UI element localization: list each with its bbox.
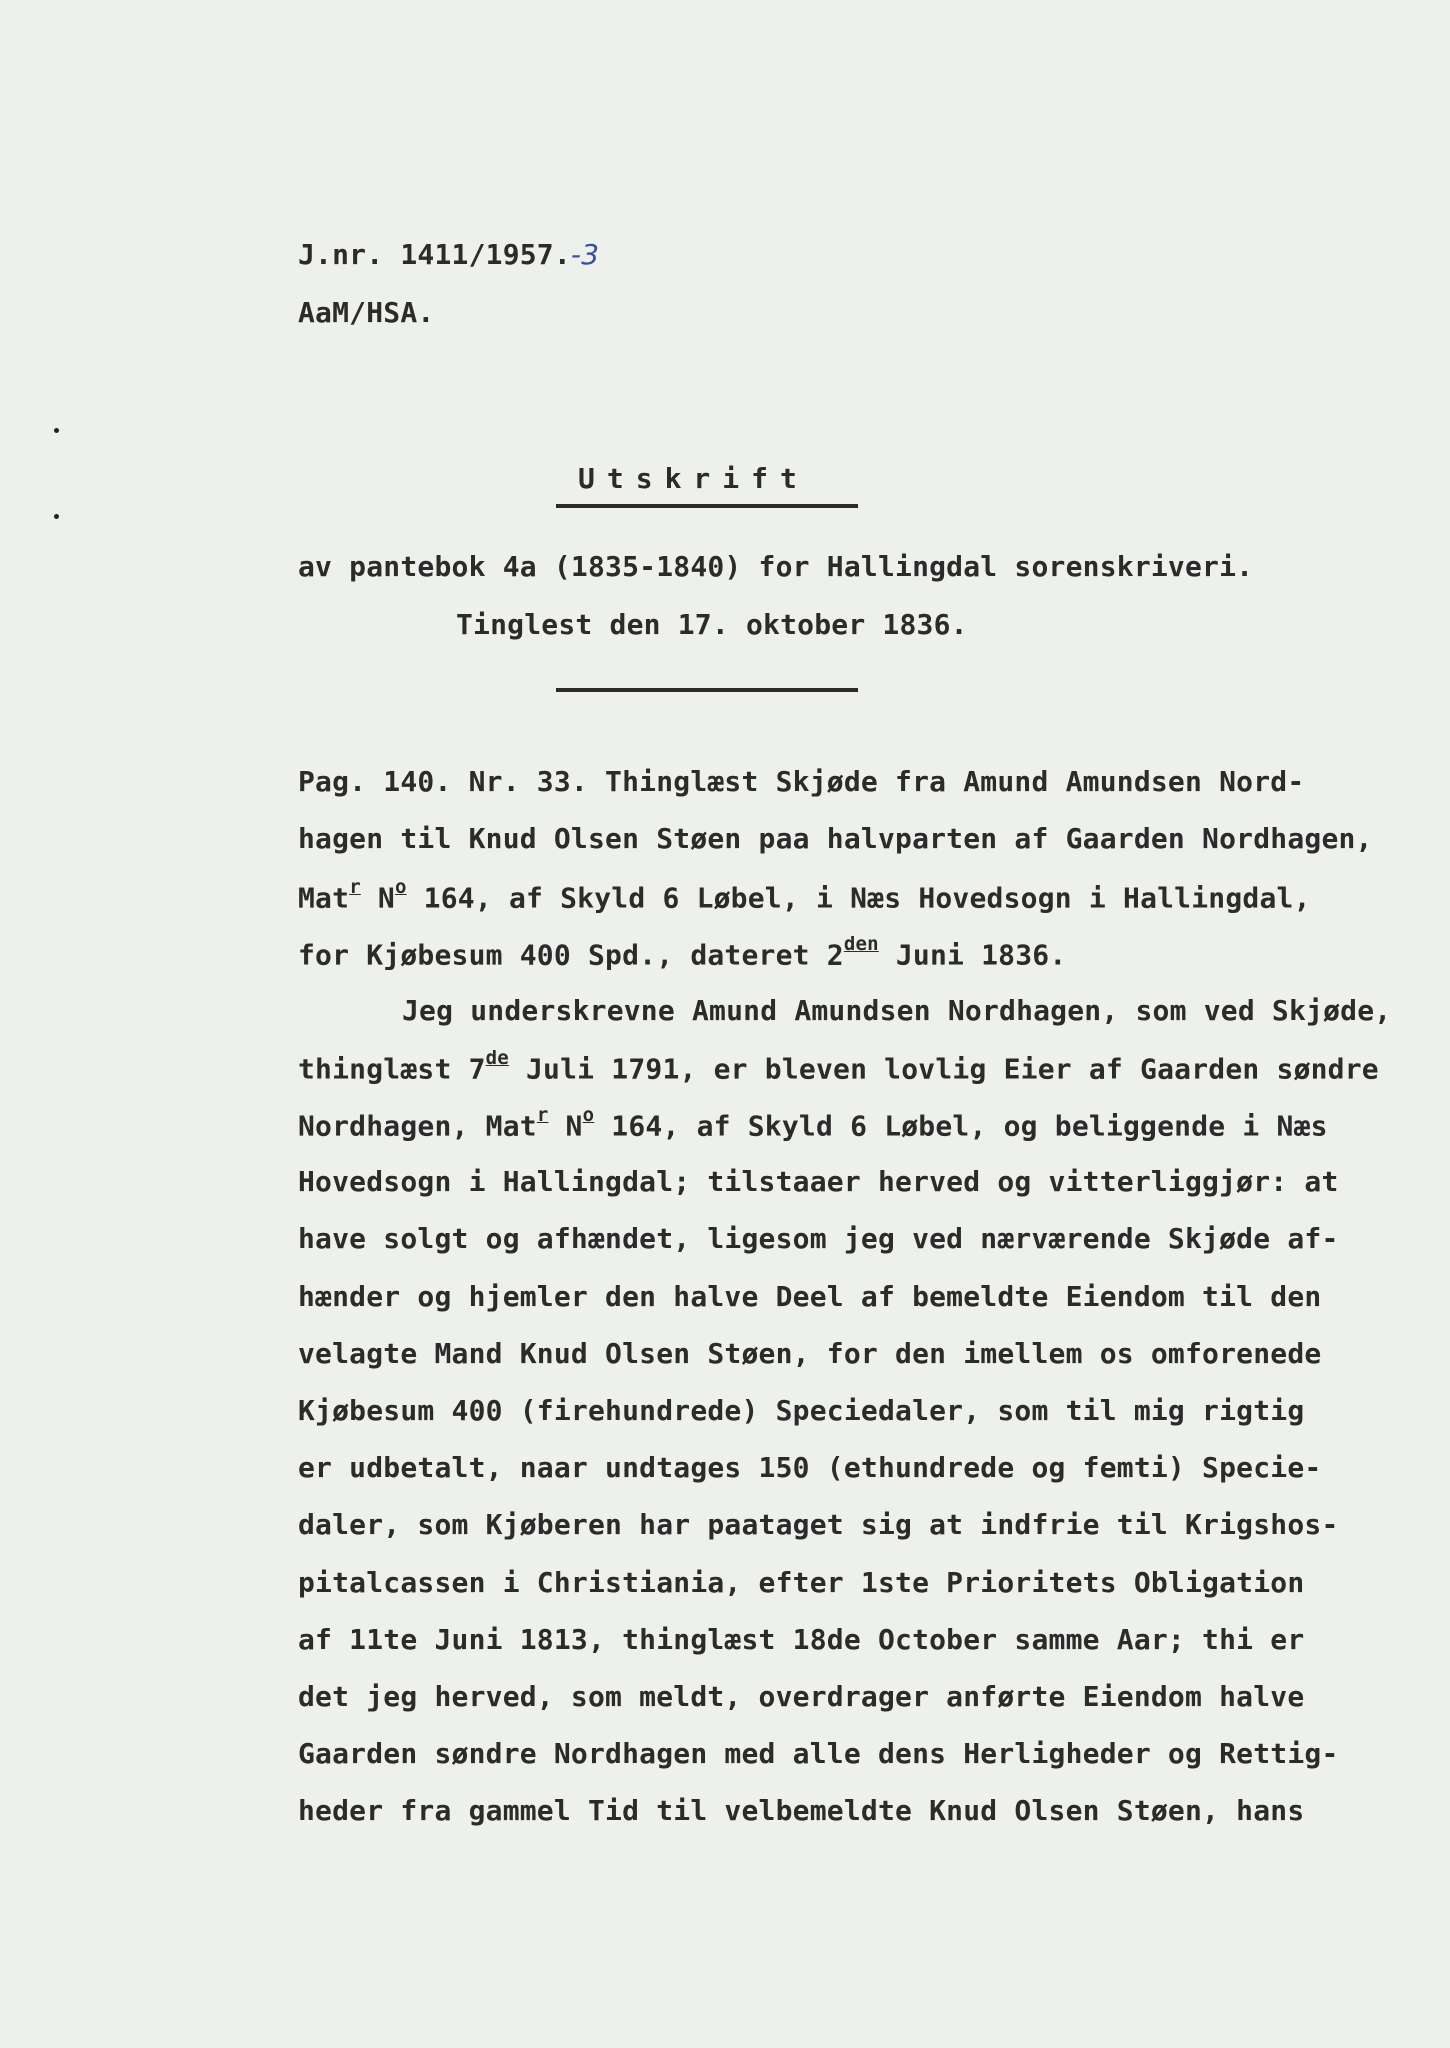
- initials: AaM/HSA.: [298, 296, 435, 329]
- body-line: det jeg herved, som meldt, overdrager anførte Eiendom halve: [298, 1680, 1305, 1713]
- body-line: hænder og hjemler den halve Deel af bemeldte Eiendom til den: [298, 1280, 1322, 1313]
- margin-mark: [54, 514, 59, 519]
- body-line: Kjøbesum 400 (firehundrede) Speciedaler, som til mig rigtig: [298, 1394, 1305, 1427]
- body-line: velagte Mand Knud Olsen Støen, for den imellem os omforenede: [298, 1337, 1322, 1370]
- margin-mark: [54, 428, 59, 433]
- entry-line: for Kjøbesum 400 Spd., dateret $2^{den}$ Juni 1836.: [298, 933, 1067, 972]
- body-line: thinglæst 7de Juli 1791, er bleven lovlig Eier af Gaarden søndre: [298, 1047, 1379, 1086]
- body-line: have solgt og afhændet, ligesom jeg ved nærværende Skjøde af-: [298, 1222, 1339, 1255]
- handwritten-suffix: -3: [570, 238, 600, 271]
- title-underline: [556, 504, 858, 508]
- entry-line: Mat$^r$ $N^o$ 164, af Skyld 6 Løbel, i Næs Hovedsogn i Hallingdal,: [298, 876, 1311, 915]
- body-line: Gaarden søndre Nordhagen med alle dens Herligheder og Rettig-: [298, 1737, 1339, 1770]
- section-divider: [556, 688, 858, 692]
- body-line: daler, som Kjøberen har paataget sig at indfrie til Krigshos-: [298, 1508, 1339, 1541]
- body-line: af 11te Juni 1813, thinglæst 18de October samme Aar; thi er: [298, 1623, 1305, 1656]
- body-line: heder fra gammel Tid til velbemeldte Knud Olsen Støen, hans: [298, 1794, 1305, 1827]
- body-line: er udbetalt, naar undtages 150 (ethundrede og femti) Specie-: [298, 1451, 1322, 1484]
- body-line: Hovedsogn i Hallingdal; tilstaaer herved og vitterliggjør: at: [298, 1165, 1339, 1198]
- entry-line: Pag. 140. Nr. 33. Thinglæst Skjøde fra Amund Amundsen Nord-: [298, 765, 1305, 798]
- entry-line: hagen til Knud Olsen Støen paa halvparten af Gaarden Nordhagen,: [298, 822, 1373, 855]
- body-line: Jeg underskrevne Amund Amundsen Nordhagen, som ved Skjøde,: [402, 994, 1392, 1027]
- body-line: Nordhagen, Mat$^r$ $N^o$ 164, af Skyld 6 Løbel, og beliggende i Næs: [298, 1104, 1328, 1143]
- document-title: Utskrift: [578, 462, 809, 495]
- subtitle-line-1: av pantebok 4a (1835-1840) for Hallingdal sorenskriveri.: [298, 550, 1254, 583]
- body-line: pitalcassen i Christiania, efter 1ste Prioritets Obligation: [298, 1566, 1305, 1599]
- subtitle-line-2: Tinglest den 17. oktober 1836.: [456, 608, 968, 641]
- journal-number: J.nr. 1411/1957.-3: [298, 238, 600, 271]
